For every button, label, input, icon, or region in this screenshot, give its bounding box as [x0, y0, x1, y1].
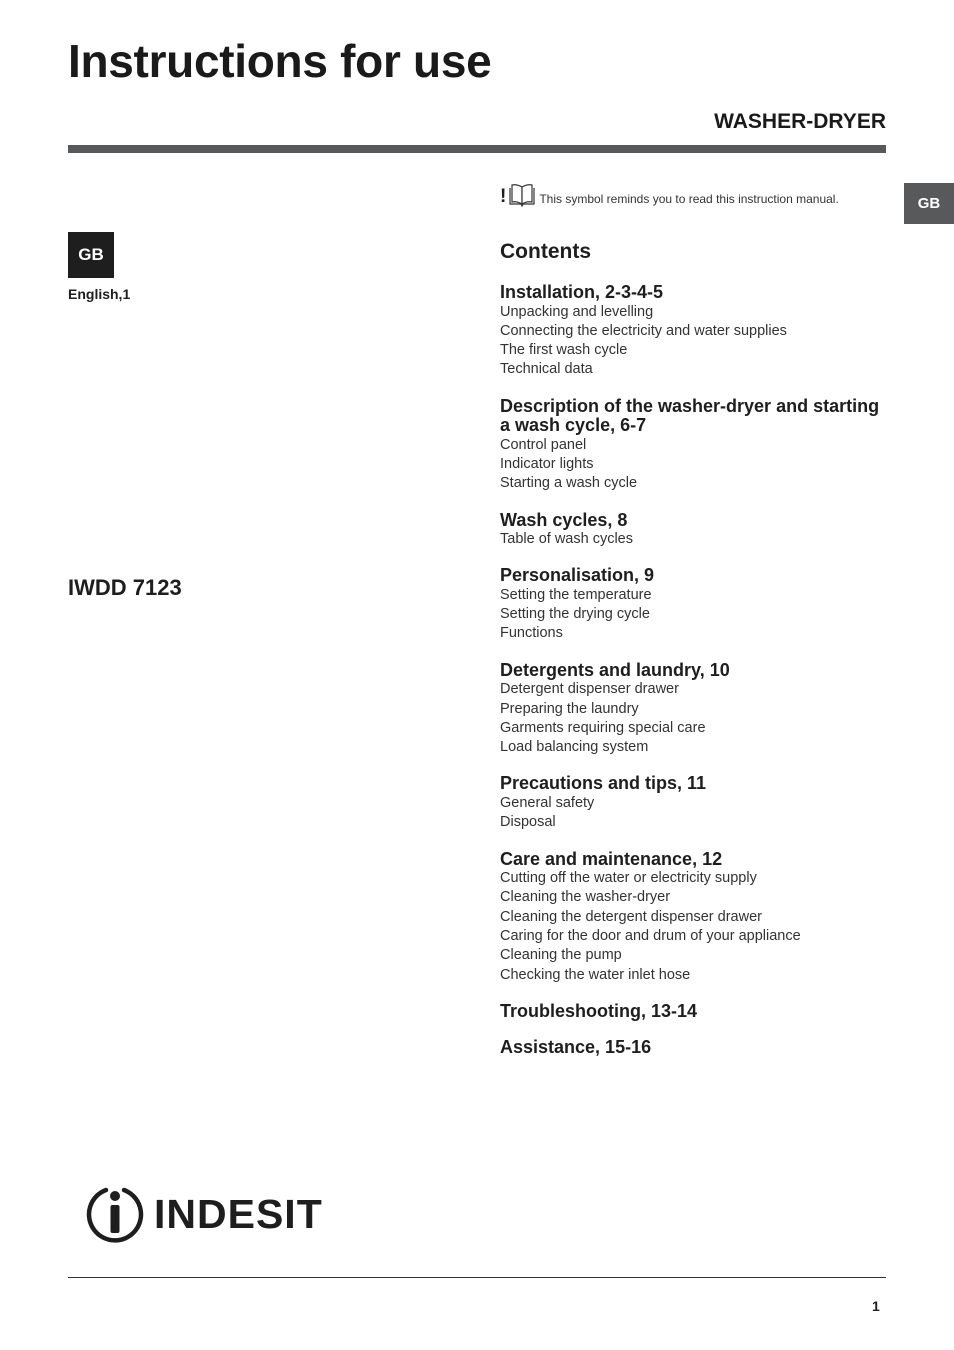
toc-item: Detergent dispenser drawer: [500, 681, 679, 698]
toc-section: [500, 283, 886, 380]
product-type: WASHER-DRYER: [714, 110, 886, 133]
toc-section-title: Description of the washer-dryer and starting a wash cycle, 6-7: [500, 395, 880, 436]
page-number: 1: [872, 1298, 880, 1314]
toc-section-title: Installation, 2-3-4-5: [500, 282, 664, 302]
indesit-i-logo-icon: [84, 1184, 146, 1244]
toc-section-title: Personalisation, 9: [500, 565, 655, 586]
toc-section-title: Troubleshooting, 13-14: [500, 1000, 698, 1021]
toc-item: Unpacking and levelling: [500, 303, 654, 320]
toc-section-title: Care and maintenance, 12: [500, 848, 723, 869]
toc-item: Control panel: [500, 436, 587, 453]
language-side-tab: GB: [904, 183, 954, 224]
toc-section: [500, 850, 886, 985]
toc-item: Connecting the electricity and water supplies: [500, 322, 787, 339]
toc-section: [500, 774, 886, 832]
footer-divider: [68, 1277, 886, 1278]
toc-item: Load balancing system: [500, 739, 649, 756]
toc-item: Cleaning the pump: [500, 947, 622, 964]
warning-mark: !: [500, 186, 507, 207]
toc-item: Cutting off the water or electricity supply: [500, 870, 757, 887]
table-of-contents: [500, 283, 886, 1075]
toc-section-title: Wash cycles, 8: [500, 509, 628, 530]
language-label: English,1: [68, 286, 131, 302]
toc-item: Caring for the door and drum of your appliance: [500, 927, 801, 944]
notice-text: This symbol reminds you to read this instruction manual.: [539, 192, 839, 206]
toc-section-title: Assistance, 15-16: [500, 1037, 652, 1058]
toc-section: [500, 1038, 886, 1058]
toc-item: Garments requiring special care: [500, 719, 706, 736]
toc-section: [500, 1002, 886, 1022]
toc-section: [500, 661, 886, 758]
toc-item: Indicator lights: [500, 455, 594, 472]
toc-item: Starting a wash cycle: [500, 475, 638, 492]
open-book-icon: [508, 183, 536, 207]
toc-item: Table of wash cycles: [500, 531, 633, 548]
toc-section-title: Precautions and tips, 11: [500, 773, 707, 794]
toc-item: Setting the drying cycle: [500, 606, 650, 623]
toc-item: Preparing the laundry: [500, 700, 639, 717]
toc-item: Setting the temperature: [500, 586, 652, 603]
brand-logo: [84, 1184, 323, 1244]
document-title: Instructions for use: [68, 35, 492, 87]
contents-heading: Contents: [500, 240, 591, 263]
toc-item: Disposal: [500, 814, 556, 831]
toc-item: The first wash cycle: [500, 342, 628, 359]
header-divider: [68, 145, 886, 153]
toc-section: [500, 397, 886, 494]
toc-section-title: Detergents and laundry, 10: [500, 659, 730, 680]
toc-section: [500, 566, 886, 643]
model-number: IWDD 7123: [68, 575, 182, 600]
toc-item: Technical data: [500, 361, 593, 378]
brand-wordmark: INDESIT: [154, 1190, 323, 1237]
manual-notice: [500, 183, 839, 207]
language-badge: GB: [68, 232, 114, 278]
toc-section: [500, 511, 886, 550]
toc-item: Cleaning the washer-dryer: [500, 889, 671, 906]
toc-item: Checking the water inlet hose: [500, 966, 691, 983]
toc-item: Functions: [500, 625, 563, 642]
toc-item: Cleaning the detergent dispenser drawer: [500, 908, 762, 925]
toc-item: General safety: [500, 794, 595, 811]
